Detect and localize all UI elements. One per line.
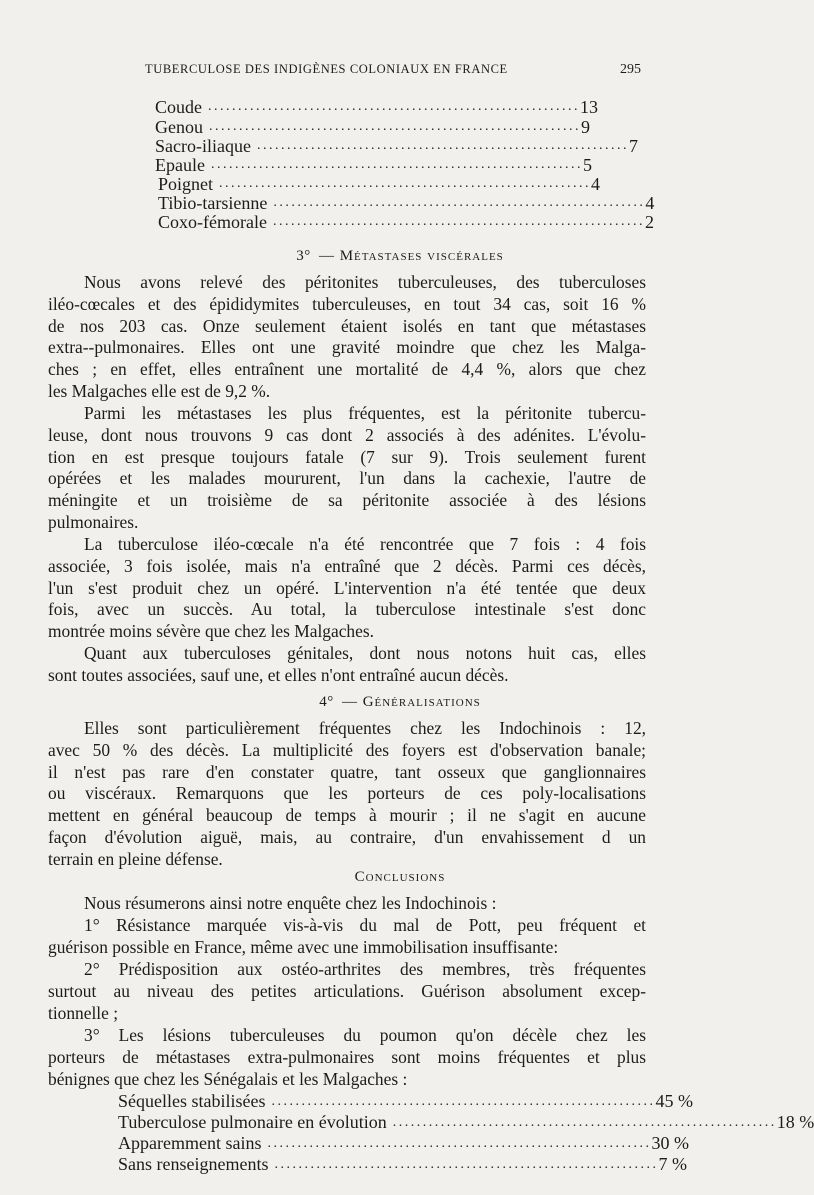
paragraph — [48, 959, 646, 1024]
text-line: de nos 203 cas. Onze seulement étaient isolés en tant que métastases — [48, 315, 646, 336]
row-value: 5 — [582, 155, 592, 175]
row-value: 45 % — [655, 1091, 693, 1111]
text-line: il n'est pas rare d'en constater quatre, tant osseux que ganglionnaires — [48, 761, 646, 782]
text-line: La tuberculose iléo-cœcale n'a été rencontrée que 7 fois : 4 fois — [84, 534, 646, 554]
dot-leader: .............................................................. — [210, 157, 583, 172]
row-value: 18 % — [776, 1112, 814, 1132]
dot-leader: ................................................................ — [271, 1094, 656, 1109]
row-label: Sans renseignements — [118, 1154, 269, 1174]
row-value: 7 — [628, 136, 638, 156]
paragraph — [48, 272, 646, 403]
text-line: méningite et un troisième de sa péritonite associée à des lésions — [48, 490, 646, 511]
dot-leader: .............................................................. — [272, 214, 645, 229]
row-label: Coxo-fémorale — [158, 212, 267, 232]
section-title: — Généralisations — [341, 694, 481, 710]
running-header — [0, 60, 800, 82]
text-line: montrée moins sévère que chez les Malgaches. — [48, 621, 374, 642]
row-label: Poignet — [158, 174, 214, 194]
text-line: 2° Prédisposition aux ostéo-arthrites des membres, très fréquentes — [84, 959, 646, 979]
text-line: extra--pulmonaires. Elles ont une gravité moindre que chez les Malga- — [48, 337, 646, 358]
table-row — [158, 193, 655, 213]
section-title: — Métastases viscérales — [318, 248, 504, 264]
table-row — [118, 1154, 687, 1175]
text-line: bénignes que chez les Sénégalais et les Malgaches : — [48, 1068, 408, 1089]
text-line: pulmonaires. — [48, 511, 139, 532]
row-label: Séquelles stabilisées — [118, 1091, 266, 1111]
text-line: Quant aux tuberculoses génitales, dont nous notons huit cas, elles — [84, 643, 646, 663]
paragraph — [48, 915, 646, 959]
table-row — [158, 212, 654, 232]
text-line: sont toutes associées, sauf une, et elles n'ont entraîné aucun décès. — [48, 664, 509, 685]
table-row — [155, 117, 590, 137]
row-value: 30 % — [651, 1133, 689, 1153]
section-heading — [0, 248, 800, 265]
row-label: Epaule — [155, 155, 205, 175]
paragraph — [48, 534, 646, 643]
row-value: 4 — [591, 174, 601, 194]
section-number: 3° — [296, 248, 311, 264]
table-row — [155, 136, 638, 156]
row-label: Sacro-iliaque — [155, 136, 251, 156]
row-value: 13 — [580, 97, 598, 117]
section-heading — [0, 694, 800, 711]
dot-leader: .............................................................. — [208, 99, 580, 114]
table-row — [155, 155, 592, 175]
dot-leader: .............................................................. — [209, 119, 581, 134]
text-line: l'un s'est produit chez un opéré. L'intervention n'a été tentée que deux — [48, 577, 646, 598]
text-line: porteurs de métastases extra-pulmonaires sont moins fréquentes et plus — [48, 1046, 646, 1067]
text-line: ches ; en effet, elles entraînent une mortalité de 4,4 %, alors que chez — [48, 359, 646, 380]
section-number: 4° — [319, 694, 334, 710]
section-title: Conclusions — [354, 869, 446, 885]
row-value: 9 — [581, 117, 590, 137]
table-row — [155, 97, 598, 117]
row-label: Genou — [155, 117, 203, 137]
paragraph — [48, 643, 646, 687]
text-line: associée, 3 fois isolée, mais n'a entraîné que 2 décès. Parmi ces décès, — [48, 555, 646, 576]
page-number: 295 — [620, 62, 641, 77]
text-line: façon d'évolution aiguë, mais, au contraire, d'un envahissement d un — [48, 826, 646, 847]
text-line: iléo-cœcales et des épididymites tuberculeuses, en tout 34 cas, soit 16 % — [48, 293, 646, 314]
text-line: guérison possible en France, même avec une immobilisation insuffisante: — [48, 936, 559, 957]
row-label: Tuberculose pulmonaire en évolution — [118, 1112, 387, 1132]
text-line: 3° Les lésions tuberculeuses du poumon qu'on décèle chez les — [84, 1025, 646, 1045]
text-line: avec 50 % des décès. La multiplicité des foyers est d'observation banale; — [48, 739, 646, 760]
dot-leader: .............................................................. — [273, 195, 646, 210]
text-line: terrain en pleine défense. — [48, 848, 223, 869]
dot-leader: .............................................................. — [256, 138, 629, 153]
text-line: mettent en général beaucoup de temps à mourir ; il ne s'agit en aucune — [48, 805, 646, 826]
text-line: Nous résumerons ainsi notre enquête chez les Indochinois : — [84, 893, 497, 913]
running-title: TUBERCULOSE DES INDIGÈNES COLONIAUX EN FRANCE — [145, 62, 508, 76]
text-line: Nous avons relevé des péritonites tuberculeuses, des tuberculoses — [84, 272, 646, 292]
text-line: les Malgaches elle est de 9,2 %. — [48, 380, 271, 401]
table-row — [118, 1133, 689, 1154]
row-value: 4 — [645, 193, 655, 213]
table-row — [118, 1112, 814, 1133]
text-line: opérées et les malades moururent, l'un dans la cachexie, l'autre de — [48, 468, 646, 489]
text-line: surtout au niveau des petites articulations. Guérison absolument excep- — [48, 980, 646, 1001]
section-heading — [0, 869, 800, 886]
row-value: 7 % — [658, 1154, 687, 1174]
text-line: 1° Résistance marquée vis-à-vis du mal de Pott, peu fréquent et — [84, 915, 646, 935]
row-label: Tibio-tarsienne — [158, 193, 268, 213]
dot-leader: .............................................................. — [219, 176, 592, 191]
paragraph — [48, 893, 646, 915]
paragraph — [48, 403, 646, 534]
text-line: tionnelle ; — [48, 1002, 119, 1023]
dot-leader: ................................................................ — [392, 1115, 777, 1130]
row-label: Coude — [155, 97, 202, 117]
table-row — [158, 174, 601, 194]
row-label: Apparemment sains — [118, 1133, 262, 1153]
text-line: ou viscéraux. Remarquons que les porteurs de ces poly-localisations — [48, 783, 646, 804]
text-line: tion en est presque toujours fatale (7 sur 9). Trois seulement furent — [48, 446, 646, 467]
dot-leader: ................................................................ — [267, 1136, 652, 1151]
paragraph — [48, 1025, 646, 1090]
text-line: Parmi les métastases les plus fréquentes, est la péritonite tubercu- — [84, 403, 646, 423]
dot-leader: ................................................................ — [274, 1157, 659, 1172]
text-line: fois, avec un succès. Au total, la tuberculose intestinale s'est donc — [48, 599, 646, 620]
text-line: leuse, dont nous trouvons 9 cas dont 2 associés à des adénites. L'évolu- — [48, 424, 646, 445]
text-line: Elles sont particulièrement fréquentes chez les Indochinois : 12, — [84, 718, 646, 738]
paragraph — [48, 718, 646, 871]
table-row — [118, 1091, 693, 1112]
row-value: 2 — [644, 212, 654, 232]
